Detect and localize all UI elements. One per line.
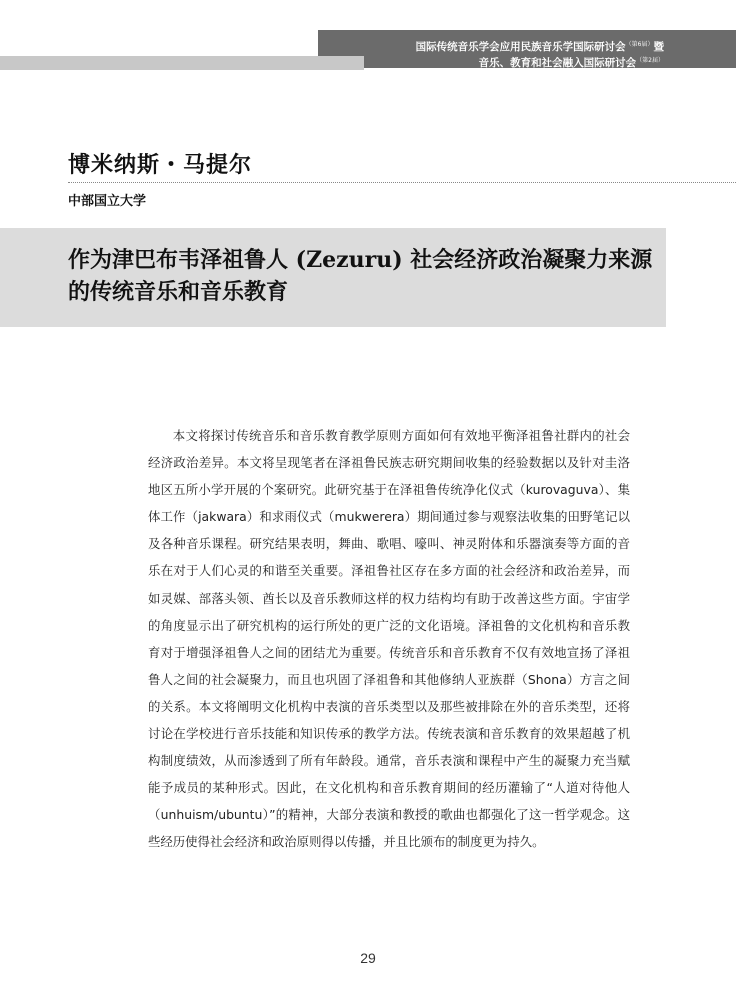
author-name: 博米纳斯・马提尔	[68, 152, 253, 178]
abstract-text: 本文将探讨传统音乐和音乐教育教学原则方面如何有效地平衡泽祖鲁社群内的社会经济政治差异。本文将呈现笔者在泽祖鲁民族志研究期间收集的经验数据以及针对圭洛地区五所小学开展的个案研究。此研究基于在泽祖鲁传统净化仪式（kurovaguva）、集体工作（jakwara）和求雨仪式（mukwerera）期间通过参与观察法收集的田野笔记以及各种音乐课程。研究结果表明，舞曲、歌唱、嚎叫、神灵附体和乐器演奏等方面的音乐在对于人们心灵的和谐至关重要。泽祖鲁社区存在多方面的社会经济和政治差异，而如灵媒、部落头领、酋长以及音乐教师这样的权力结构均有助于改善这些方面。宇宙学的角度显示出了研究机构的运行所处的更广泛的文化语境。泽祖鲁的文化机构和音乐教育对于增强泽祖鲁人之间的团结尤为重要。传统音乐和音乐教育不仅有效地宣扬了泽祖鲁人之间的社会凝聚力，而且也巩固了泽祖鲁和其他修纳人亚族群（Shona）方言之间的关系。本文将阐明文化机构中表演的音乐类型以及那些被排除在外的音乐类型，还将讨论在学校进行音乐技能和知识传承的教学方法。传统表演和音乐教育的效果超越了机构制度绩效，从而渗透到了所有年龄段。通常，音乐表演和课程中产生的凝聚力充当赋能予成员的某种形式。因此，在文化机构和音乐教育期间的经历灌输了“人道对待他人（unhuism/ubuntu）”的精神，大部分表演和教授的歌曲也都强化了这一哲学观念。这些经历使得社会经济和政治原则得以传播，并且比颁布的制度更为持久。	[148, 428, 630, 850]
header-line1-text: 国际传统音乐学会应用民族音乐学国际研讨会	[415, 41, 626, 53]
header-line2-note: （第2届）	[636, 57, 664, 64]
running-header-line1	[416, 38, 664, 54]
dotted-divider	[68, 182, 736, 183]
header-line1-note: （第6届）	[625, 41, 654, 48]
running-header	[416, 38, 664, 70]
running-header-line2	[416, 54, 664, 70]
author-affiliation: 中部国立大学	[68, 194, 147, 209]
header-line1-tail: 暨	[653, 41, 664, 53]
page-number: 29	[360, 950, 376, 966]
paper-title: 作为津巴布韦泽祖鲁人 (Zezuru) 社会经济政治凝聚力来源的传统音乐和音乐教育	[68, 247, 653, 305]
header-line2-text: 音乐、教育和社会融入国际研讨会	[478, 57, 637, 69]
header-band-light	[0, 56, 364, 70]
